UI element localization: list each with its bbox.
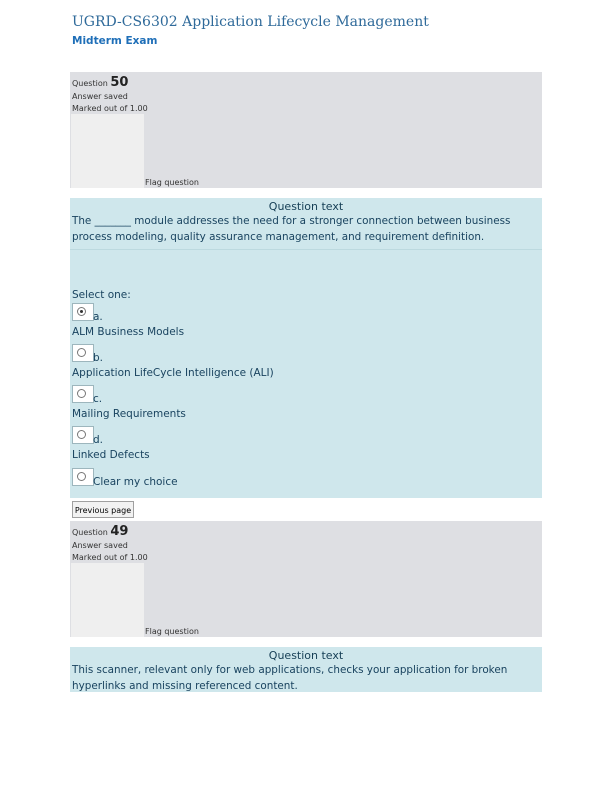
flag-icon[interactable]	[71, 114, 144, 188]
question-label: Question	[72, 79, 108, 88]
radio-icon	[77, 430, 86, 439]
question-grade: Marked out of 1.00	[72, 104, 148, 113]
question-number-value: 50	[110, 75, 129, 90]
radio-icon	[77, 389, 86, 398]
clear-choice-link[interactable]: Clear my choice	[93, 476, 178, 488]
question-text-heading: Question text	[268, 649, 344, 662]
previous-page-button[interactable]: Previous page	[72, 501, 134, 518]
exam-title: Midterm Exam	[72, 35, 158, 47]
option-a-radio[interactable]	[72, 303, 94, 321]
question-state: Answer saved	[72, 92, 128, 101]
question-number	[72, 524, 128, 539]
question-text: The _______ module addresses the need for a stronger connection between business process modeling, quality assurance management, and requirement definition.	[72, 215, 511, 243]
option-a-text[interactable]: ALM Business Models	[72, 326, 185, 338]
clear-choice-radio[interactable]	[72, 468, 94, 486]
radio-icon	[77, 472, 86, 481]
question-state: Answer saved	[72, 541, 128, 550]
option-b-radio[interactable]	[72, 344, 94, 362]
option-b-text[interactable]: Application LifeCycle Intelligence (ALI)	[72, 367, 274, 379]
question-content	[70, 647, 542, 692]
option-d-text[interactable]: Linked Defects	[72, 449, 150, 461]
question-label: Question	[72, 528, 108, 537]
question-grade: Marked out of 1.00	[72, 553, 148, 562]
option-a-letter: a.	[93, 311, 103, 323]
question-info-panel	[70, 521, 542, 637]
question-text: This scanner, relevant only for web applications, checks your application for broken hyperlinks and missing referenced content.	[72, 664, 508, 692]
flag-question-link[interactable]: Flag question	[145, 178, 199, 187]
option-b-letter: b.	[93, 352, 104, 364]
flag-question-link[interactable]: Flag question	[145, 627, 199, 636]
option-c-text[interactable]: Mailing Requirements	[72, 408, 186, 420]
option-c-radio[interactable]	[72, 385, 94, 403]
question-text-heading: Question text	[268, 200, 344, 213]
question-number	[72, 75, 128, 90]
divider	[70, 249, 542, 250]
course-title: UGRD-CS6302 Application Lifecycle Management	[72, 14, 429, 30]
select-one-prompt: Select one:	[72, 289, 131, 301]
question-info-panel	[70, 72, 542, 188]
radio-selected-icon	[77, 307, 86, 316]
question-number-value: 49	[110, 524, 129, 539]
radio-icon	[77, 348, 86, 357]
option-d-radio[interactable]	[72, 426, 94, 444]
option-c-letter: c.	[93, 393, 103, 405]
option-d-letter: d.	[93, 434, 104, 446]
flag-icon[interactable]	[71, 563, 144, 637]
